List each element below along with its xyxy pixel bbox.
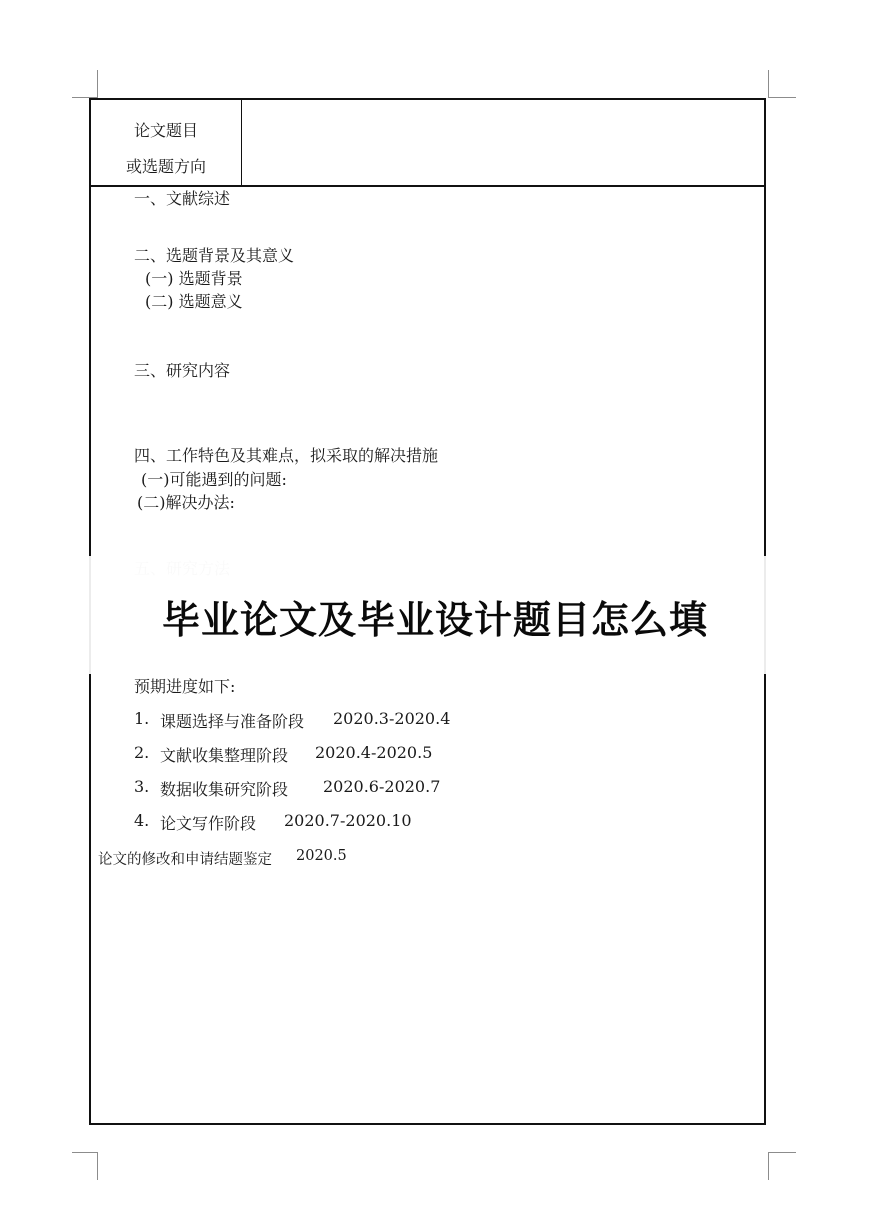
schedule-intro: 预期进度如下: bbox=[134, 677, 236, 696]
crop-mark-bottom-right-h bbox=[768, 1152, 796, 1153]
title-label-line2: 或选题方向 bbox=[125, 157, 206, 176]
title-label-line1: 论文题目 bbox=[133, 121, 198, 140]
schedule-item-period: 2020.6-2020.7 bbox=[323, 777, 441, 796]
schedule-item-number: 2. bbox=[134, 743, 150, 762]
schedule-item-number: 3. bbox=[134, 777, 150, 796]
crop-mark-bottom-left-v bbox=[97, 1152, 98, 1180]
section-literature-review: 一、文献综述 bbox=[134, 189, 231, 208]
schedule-item-period: 2020.3-2020.4 bbox=[333, 709, 451, 728]
schedule-item-number: 4. bbox=[134, 811, 150, 830]
crop-mark-top-left-v bbox=[97, 70, 98, 98]
schedule-final-period: 2020.5 bbox=[296, 848, 347, 864]
subsection-solutions: (二)解决办法: bbox=[137, 493, 235, 512]
schedule-item-task: 文献收集整理阶段 bbox=[160, 746, 289, 765]
crop-mark-bottom-left-h bbox=[72, 1152, 98, 1153]
crop-mark-top-right-h bbox=[768, 97, 796, 98]
title-label-cell bbox=[91, 100, 242, 185]
subsection-problems: (一)可能遇到的问题: bbox=[141, 470, 287, 489]
schedule-item-number: 1. bbox=[134, 709, 150, 728]
schedule-item-task: 课题选择与准备阶段 bbox=[160, 712, 305, 731]
schedule-item-task: 论文写作阶段 bbox=[160, 814, 257, 833]
section-research-content: 三、研究内容 bbox=[134, 361, 231, 380]
crop-mark-bottom-right-v bbox=[768, 1152, 769, 1180]
section-background-significance: 二、选题背景及其意义 bbox=[134, 246, 295, 265]
title-value-cell[interactable] bbox=[243, 100, 764, 185]
banner-title: 毕业论文及毕业设计题目怎么填 bbox=[161, 598, 708, 642]
schedule-item-period: 2020.7-2020.10 bbox=[284, 811, 412, 830]
schedule-item-task: 数据收集研究阶段 bbox=[160, 780, 289, 799]
section-features-difficulties: 四、工作特色及其难点，拟采取的解决措施 bbox=[134, 446, 439, 465]
schedule-final-task: 论文的修改和申请结题鉴定 bbox=[98, 852, 272, 868]
schedule-item-period: 2020.4-2020.5 bbox=[315, 743, 433, 762]
crop-mark-top-right-v bbox=[768, 70, 769, 98]
subsection-significance: (二) 选题意义 bbox=[145, 292, 243, 311]
subsection-background: (一) 选题背景 bbox=[145, 269, 243, 288]
title-row bbox=[91, 100, 764, 187]
